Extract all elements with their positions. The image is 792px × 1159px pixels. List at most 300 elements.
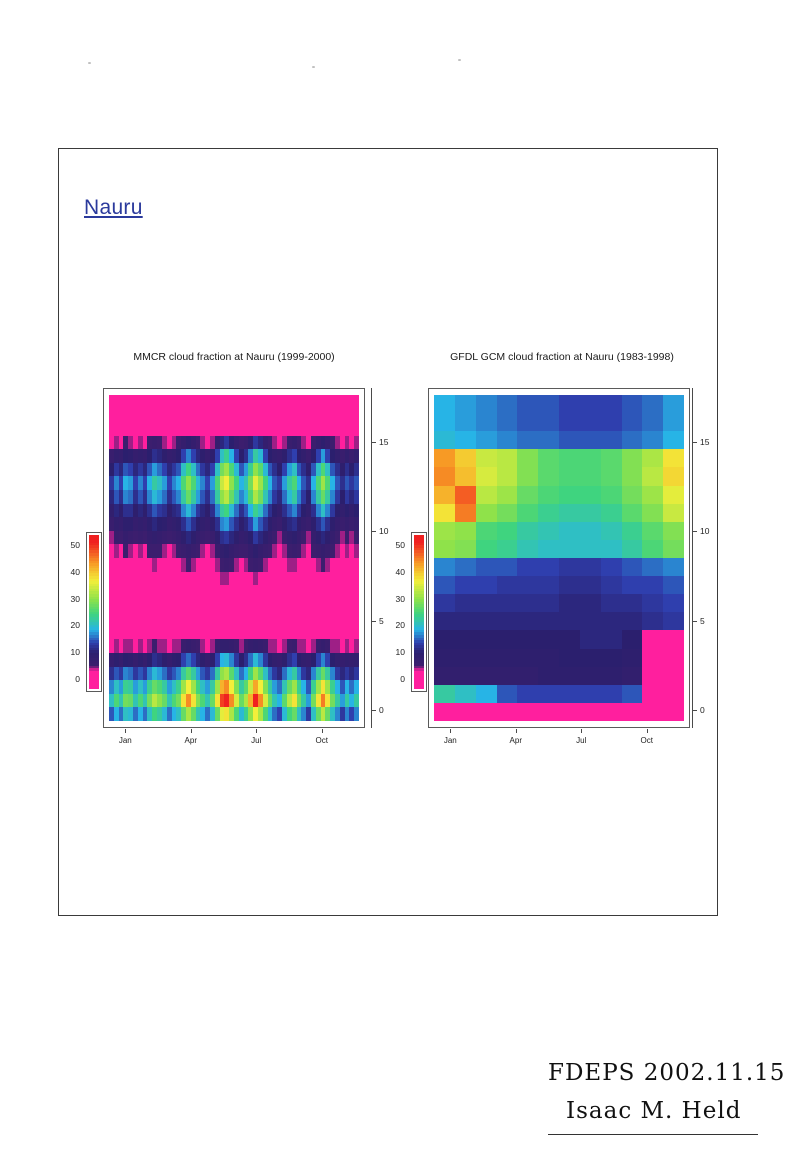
heatmap-cell <box>497 667 518 685</box>
heatmap-cell <box>663 594 684 612</box>
heatmap-cell <box>434 667 455 685</box>
heatmap-cell <box>559 630 580 648</box>
heatmap-cell <box>455 540 476 558</box>
heatmap-cell <box>538 540 559 558</box>
handwritten-author: Isaac M. Held <box>566 1098 742 1124</box>
heatmap-cell <box>559 467 580 485</box>
heatmap-cell <box>663 413 684 431</box>
heatmap-cell <box>354 572 359 586</box>
heatmap-cell <box>663 486 684 504</box>
heatmap-cell <box>580 449 601 467</box>
heatmap-cell <box>476 558 497 576</box>
heatmap-cell <box>622 449 643 467</box>
heatmap-cell <box>476 594 497 612</box>
heatmap-cell <box>601 449 622 467</box>
heatmap-cell <box>538 649 559 667</box>
heatmap-cell <box>559 594 580 612</box>
handwritten-date: FDEPS 2002.11.15 <box>548 1060 786 1086</box>
heatmap-cell <box>434 558 455 576</box>
colorbar-segment <box>414 686 424 689</box>
heatmap-cell <box>538 576 559 594</box>
heatmap-cell <box>354 639 359 653</box>
x-tick-label: Jan <box>118 736 132 745</box>
heatmap-cell <box>497 703 518 721</box>
heatmap-cell <box>434 540 455 558</box>
colorbar-strip <box>89 535 99 689</box>
heatmap-cell <box>580 395 601 413</box>
heatmap-cell <box>455 703 476 721</box>
heatmap-cell <box>434 486 455 504</box>
heatmap-cell <box>622 649 643 667</box>
heatmap-cell <box>354 422 359 436</box>
heatmap-cell <box>538 703 559 721</box>
heatmap-cell <box>497 558 518 576</box>
heatmap-cell <box>354 531 359 545</box>
heatmap-cell <box>517 667 538 685</box>
heatmap-cell <box>642 449 663 467</box>
heatmap-cell <box>663 431 684 449</box>
heatmap-cell <box>476 703 497 721</box>
x-tick-label: Oct <box>315 736 328 745</box>
heatmap-cell <box>517 612 538 630</box>
panel-title-gfdl: GFDL GCM cloud fraction at Nauru (1983-1998) <box>450 351 674 363</box>
heatmap-cell <box>559 667 580 685</box>
heatmap-cell <box>497 395 518 413</box>
heatmap-cell <box>559 522 580 540</box>
heatmap-cell <box>580 504 601 522</box>
colorbar-tick-label: 30 <box>395 593 405 604</box>
heatmap-cell <box>517 395 538 413</box>
heatmap-cell <box>476 449 497 467</box>
heatmap-cell <box>517 558 538 576</box>
heatmap-cell <box>476 630 497 648</box>
heatmap-cell <box>601 540 622 558</box>
heatmap-cell <box>580 558 601 576</box>
heatmap-cell <box>642 576 663 594</box>
heatmap-cell <box>559 504 580 522</box>
heatmap-cell <box>476 612 497 630</box>
colorbar-strip <box>414 535 424 689</box>
y-tick <box>692 621 697 622</box>
heatmap-cell <box>476 486 497 504</box>
heatmap-cell <box>497 486 518 504</box>
heatmap-cell <box>601 395 622 413</box>
heatmap-cell <box>559 703 580 721</box>
colorbar-tick-label: 20 <box>395 620 405 631</box>
y-tick-label: 10 <box>379 526 389 537</box>
heatmap-cell <box>642 413 663 431</box>
heatmap-grid <box>434 395 684 721</box>
heatmap-cell <box>354 476 359 490</box>
y-tick <box>371 442 376 443</box>
heatmap-cell <box>354 707 359 721</box>
heatmap-cell <box>622 467 643 485</box>
heatmap-cell <box>354 667 359 681</box>
heatmap-cell <box>601 467 622 485</box>
heatmap-cell <box>622 413 643 431</box>
heatmap-cell <box>354 463 359 477</box>
heatmap-cell <box>601 594 622 612</box>
heatmap-cell <box>354 612 359 626</box>
colorbar-tick-label: 40 <box>395 567 405 577</box>
heatmap-cell <box>622 703 643 721</box>
heatmap-cell <box>559 612 580 630</box>
x-tick <box>581 729 582 733</box>
heatmap-cell <box>642 558 663 576</box>
heatmap-cell <box>663 504 684 522</box>
x-tick-label: Apr <box>184 736 197 745</box>
y-tick-label: 15 <box>700 436 710 447</box>
heatmap-cell <box>622 576 643 594</box>
heatmap-cell <box>538 612 559 630</box>
heatmap-cell <box>354 680 359 694</box>
heatmap-cell <box>497 467 518 485</box>
heatmap-cell <box>538 630 559 648</box>
heatmap-cell <box>476 467 497 485</box>
x-tick <box>322 729 323 733</box>
heatmap-cell <box>354 504 359 518</box>
heatmap-cell <box>601 486 622 504</box>
heatmap-cell <box>601 703 622 721</box>
heatmap-cell <box>354 599 359 613</box>
heatmap-cell <box>642 703 663 721</box>
heatmap-cell <box>642 395 663 413</box>
heatmap-cell <box>559 649 580 667</box>
heatmap-cell <box>517 504 538 522</box>
heatmap-cell <box>476 649 497 667</box>
heatmap-cell <box>663 630 684 648</box>
heatmap-cell <box>580 667 601 685</box>
heatmap-cell <box>559 685 580 703</box>
x-tick-label: Jan <box>443 736 457 745</box>
heatmap-cell <box>580 431 601 449</box>
heatmap-cell <box>663 667 684 685</box>
heatmap-cell <box>455 612 476 630</box>
heatmap-cell <box>434 576 455 594</box>
heatmap-cell <box>455 395 476 413</box>
y-tick <box>371 531 376 532</box>
heatmap-cell <box>580 594 601 612</box>
heatmap-cell <box>580 703 601 721</box>
y-tick <box>692 531 697 532</box>
heatmap-cell <box>601 630 622 648</box>
y-tick-label: 5 <box>700 615 705 626</box>
heatmap-cell <box>580 467 601 485</box>
heatmap-cell <box>538 467 559 485</box>
heatmap-cell <box>538 431 559 449</box>
heatmap-cell <box>497 630 518 648</box>
heatmap-cell <box>538 685 559 703</box>
colorbar-tick-label: 10 <box>70 647 80 657</box>
heatmap-cell <box>497 522 518 540</box>
heatmap-cell <box>455 576 476 594</box>
heatmap-cell <box>455 685 476 703</box>
heatmap-cell <box>354 395 359 409</box>
heatmap-cell <box>476 504 497 522</box>
scan-speck <box>312 66 315 68</box>
heatmap-cell <box>622 522 643 540</box>
heatmap-cell <box>455 504 476 522</box>
heatmap-cell <box>497 413 518 431</box>
heatmap-cell <box>517 630 538 648</box>
axis-line <box>692 388 693 728</box>
y-tick <box>692 442 697 443</box>
heatmap-mmcr <box>103 388 365 728</box>
heatmap-cell <box>580 649 601 667</box>
heatmap-cell <box>663 449 684 467</box>
heatmap-cell <box>538 395 559 413</box>
heatmap-cell <box>354 558 359 572</box>
heatmap-cell <box>455 630 476 648</box>
heatmap-cell <box>601 413 622 431</box>
heatmap-cell <box>517 594 538 612</box>
x-tick <box>256 729 257 733</box>
heatmap-cell <box>497 594 518 612</box>
scan-speck <box>458 59 461 61</box>
heatmap-cell <box>663 649 684 667</box>
heatmap-cell <box>476 540 497 558</box>
heatmap-cell <box>538 504 559 522</box>
heatmap-cell <box>642 594 663 612</box>
y-tick-label: 0 <box>379 705 384 716</box>
heatmap-cell <box>497 649 518 667</box>
heatmap-cell <box>476 413 497 431</box>
heatmap-cell <box>622 431 643 449</box>
heatmap-cell <box>517 576 538 594</box>
axis-line <box>371 388 372 728</box>
heatmap-cell <box>517 449 538 467</box>
colorbar-tick-label: 0 <box>400 673 405 684</box>
heatmap-cell <box>476 576 497 594</box>
heatmap-cell <box>497 685 518 703</box>
heatmap-cell <box>354 436 359 450</box>
heatmap-cell <box>538 413 559 431</box>
heatmap-cell <box>354 626 359 640</box>
heatmap-cell <box>497 431 518 449</box>
heatmap-cell <box>455 413 476 431</box>
x-tick-label: Oct <box>640 736 653 745</box>
heatmap-cell <box>642 685 663 703</box>
heatmap-cell <box>580 612 601 630</box>
heatmap-cell <box>601 522 622 540</box>
heatmap-cell <box>497 540 518 558</box>
x-tick <box>125 729 126 733</box>
heatmap-cell <box>622 504 643 522</box>
heatmap-cell <box>580 576 601 594</box>
heatmap-cell <box>559 449 580 467</box>
colorbar-tick-label: 10 <box>395 647 405 657</box>
heatmap-cell <box>663 612 684 630</box>
colorbar-segment <box>89 686 99 689</box>
heatmap-cell <box>580 630 601 648</box>
heatmap-cell <box>622 558 643 576</box>
heatmap-cell <box>434 467 455 485</box>
heatmap-cell <box>517 540 538 558</box>
y-tick-label: 5 <box>379 615 384 626</box>
heatmap-cell <box>663 558 684 576</box>
heatmap-cell <box>434 504 455 522</box>
heatmap-cell <box>434 431 455 449</box>
heatmap-cell <box>559 431 580 449</box>
heatmap-cell <box>517 703 538 721</box>
heatmap-cell <box>601 504 622 522</box>
heatmap-cell <box>559 413 580 431</box>
y-tick-label: 15 <box>379 436 389 447</box>
heatmap-cell <box>663 467 684 485</box>
heatmap-cell <box>517 467 538 485</box>
heatmap-cell <box>601 431 622 449</box>
heatmap-cell <box>538 449 559 467</box>
heatmap-cell <box>517 685 538 703</box>
heatmap-cell <box>455 449 476 467</box>
heatmap-cell <box>642 612 663 630</box>
heatmap-cell <box>601 685 622 703</box>
colorbar-tick-label: 30 <box>70 593 80 604</box>
heatmap-grid <box>109 395 359 721</box>
heatmap-cell <box>663 395 684 413</box>
heatmap-cell <box>622 594 643 612</box>
heatmap-cell <box>559 486 580 504</box>
heatmap-cell <box>497 612 518 630</box>
heatmap-cell <box>663 703 684 721</box>
heatmap-cell <box>517 431 538 449</box>
colorbar-mmcr <box>86 532 102 692</box>
heatmap-cell <box>434 685 455 703</box>
heatmap-cell <box>517 649 538 667</box>
heatmap-cell <box>538 486 559 504</box>
heatmap-cell <box>601 649 622 667</box>
heatmap-cell <box>663 576 684 594</box>
x-tick <box>191 729 192 733</box>
heatmap-cell <box>476 522 497 540</box>
heatmap-cell <box>642 486 663 504</box>
heatmap-cell <box>663 540 684 558</box>
heatmap-cell <box>354 544 359 558</box>
heatmap-cell <box>580 540 601 558</box>
x-tick-label: Jul <box>576 736 587 745</box>
heatmap-cell <box>354 585 359 599</box>
y-tick <box>371 621 376 622</box>
x-tick <box>516 729 517 733</box>
heatmap-cell <box>455 522 476 540</box>
heatmap-cell <box>455 431 476 449</box>
heatmap-cell <box>354 490 359 504</box>
heatmap-cell <box>642 649 663 667</box>
handwriting-underline <box>548 1134 758 1135</box>
colorbar-tick-label: 0 <box>75 673 80 684</box>
heatmap-cell <box>455 667 476 685</box>
heatmap-cell <box>497 576 518 594</box>
heatmap-cell <box>538 594 559 612</box>
heatmap-cell <box>538 522 559 540</box>
heatmap-cell <box>434 594 455 612</box>
heatmap-cell <box>642 522 663 540</box>
panel-title-mmcr: MMCR cloud fraction at Nauru (1999-2000) <box>133 351 335 363</box>
heatmap-cell <box>434 449 455 467</box>
heatmap-cell <box>354 694 359 708</box>
heatmap-cell <box>663 685 684 703</box>
heatmap-cell <box>580 486 601 504</box>
heatmap-cell <box>434 612 455 630</box>
heatmap-cell <box>434 649 455 667</box>
heatmap-cell <box>601 667 622 685</box>
heatmap-cell <box>580 522 601 540</box>
y-tick-label: 0 <box>700 705 705 716</box>
y-tick <box>692 710 697 711</box>
heatmap-cell <box>642 630 663 648</box>
heatmap-cell <box>434 413 455 431</box>
heatmap-cell <box>601 576 622 594</box>
heatmap-cell <box>476 685 497 703</box>
y-tick <box>371 710 376 711</box>
heatmap-cell <box>354 517 359 531</box>
heatmap-cell <box>517 522 538 540</box>
heatmap-cell <box>580 685 601 703</box>
heatmap-cell <box>642 504 663 522</box>
colorbar-tick-label: 50 <box>70 540 80 551</box>
page-title: Nauru <box>84 196 143 219</box>
x-tick <box>647 729 648 733</box>
colorbar-tick-label: 20 <box>70 620 80 631</box>
heatmap-cell <box>476 431 497 449</box>
heatmap-cell <box>559 540 580 558</box>
heatmap-cell <box>434 395 455 413</box>
heatmap-cell <box>601 558 622 576</box>
heatmap-cell <box>434 630 455 648</box>
heatmap-cell <box>559 576 580 594</box>
heatmap-cell <box>663 522 684 540</box>
heatmap-cell <box>642 467 663 485</box>
heatmap-cell <box>455 594 476 612</box>
heatmap-cell <box>354 409 359 423</box>
heatmap-cell <box>497 449 518 467</box>
heatmap-cell <box>538 558 559 576</box>
x-tick <box>450 729 451 733</box>
colorbar-tick-label: 40 <box>70 567 80 577</box>
heatmap-cell <box>476 395 497 413</box>
heatmap-cell <box>455 467 476 485</box>
heatmap-cell <box>642 540 663 558</box>
heatmap-cell <box>622 612 643 630</box>
heatmap-cell <box>622 540 643 558</box>
heatmap-cell <box>354 449 359 463</box>
heatmap-cell <box>455 486 476 504</box>
heatmap-cell <box>601 612 622 630</box>
heatmap-cell <box>455 649 476 667</box>
heatmap-cell <box>517 486 538 504</box>
heatmap-cell <box>538 667 559 685</box>
heatmap-cell <box>434 522 455 540</box>
heatmap-cell <box>517 413 538 431</box>
colorbar-gfdl <box>411 532 427 692</box>
heatmap-cell <box>622 395 643 413</box>
heatmap-cell <box>642 431 663 449</box>
heatmap-cell <box>622 630 643 648</box>
heatmap-cell <box>642 667 663 685</box>
heatmap-cell <box>559 395 580 413</box>
heatmap-cell <box>622 667 643 685</box>
colorbar-tick-label: 50 <box>395 540 405 551</box>
heatmap-cell <box>434 703 455 721</box>
heatmap-cell <box>354 653 359 667</box>
heatmap-cell <box>559 558 580 576</box>
y-tick-label: 10 <box>700 526 710 537</box>
heatmap-cell <box>476 667 497 685</box>
x-tick-label: Apr <box>509 736 522 745</box>
heatmap-cell <box>455 558 476 576</box>
x-tick-label: Jul <box>251 736 262 745</box>
scan-speck <box>88 62 91 64</box>
